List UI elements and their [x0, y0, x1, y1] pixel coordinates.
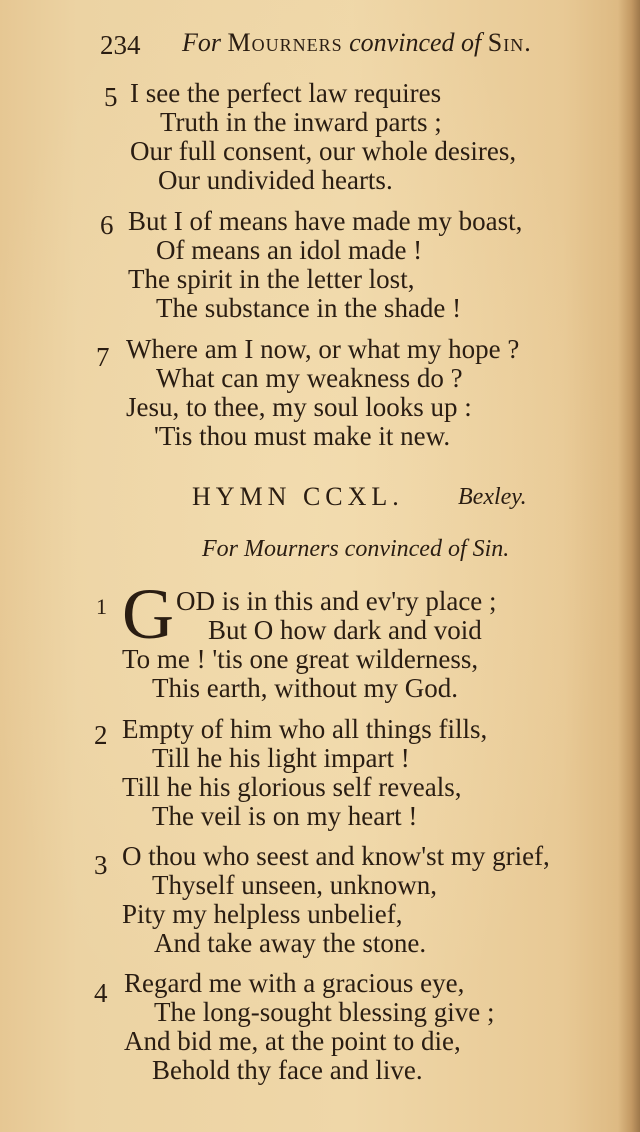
verse-line: Jesu, to thee, my soul looks up : [126, 392, 472, 422]
verse-line: Empty of him who all things fills, [122, 714, 488, 744]
verse-line: Thyself unseen, unknown, [152, 870, 437, 900]
stanza-number: 1 [96, 594, 107, 619]
hymn-tune: Bexley. [458, 484, 527, 510]
page-edge-shadow [618, 0, 640, 1132]
verse-line: Till he his light impart ! [152, 743, 410, 773]
running-header [182, 28, 532, 58]
verse-line: The long-sought blessing give ; [154, 997, 495, 1027]
stanza-number: 6 [100, 210, 114, 240]
verse-line: But I of means have made my boast, [128, 206, 523, 236]
verse-line: O thou who seest and know'st my grief, [122, 841, 550, 871]
verse-line: Till he his glorious self reveals, [122, 772, 462, 802]
stanza-number: 4 [94, 978, 108, 1008]
verse-line: Where am I now, or what my hope ? [126, 334, 520, 364]
verse-line: OD is in this and ev'ry place ; [176, 586, 497, 616]
header-for: For [182, 28, 221, 57]
verse-line: This earth, without my God. [152, 673, 458, 703]
verse-line: 'Tis thou must make it new. [154, 421, 451, 451]
verse-line: Regard me with a gracious eye, [124, 968, 465, 998]
drop-cap: G [122, 574, 174, 654]
stanza-number: 7 [96, 342, 110, 372]
verse-line: To me ! 'tis one great wilderness, [122, 644, 479, 674]
verse-line: And take away the stone. [154, 928, 427, 958]
hymn-title: HYMN CCXL. [192, 482, 404, 511]
verse-line: The substance in the shade ! [156, 293, 462, 323]
verse-line: The spirit in the letter lost, [128, 264, 415, 294]
header-mourners: Mourners [227, 28, 343, 57]
verse-line: Our undivided hearts. [158, 165, 393, 195]
stanza-number: 5 [104, 82, 118, 112]
stanza-number: 3 [94, 850, 108, 880]
hymn-subtitle: For Mourners convinced of Sin. [202, 536, 510, 562]
verse-line: Behold thy face and live. [152, 1055, 423, 1085]
header-sin: Sin. [487, 28, 532, 57]
stanza-number: 2 [94, 720, 108, 750]
verse-line: I see the perfect law requires [130, 78, 442, 108]
header-convinced: convinced of [349, 28, 482, 57]
verse-line: Our full consent, our whole desires, [130, 136, 517, 166]
page-number: 234 [100, 30, 141, 60]
verse-line: The veil is on my heart ! [152, 801, 418, 831]
verse-line: Of means an idol made ! [156, 235, 423, 265]
verse-line: What can my weakness do ? [156, 363, 463, 393]
verse-line: Truth in the inward parts ; [160, 107, 442, 137]
verse-line: Pity my helpless unbelief, [122, 899, 403, 929]
verse-line: But O how dark and void [208, 615, 482, 645]
verse-line: And bid me, at the point to die, [124, 1026, 461, 1056]
